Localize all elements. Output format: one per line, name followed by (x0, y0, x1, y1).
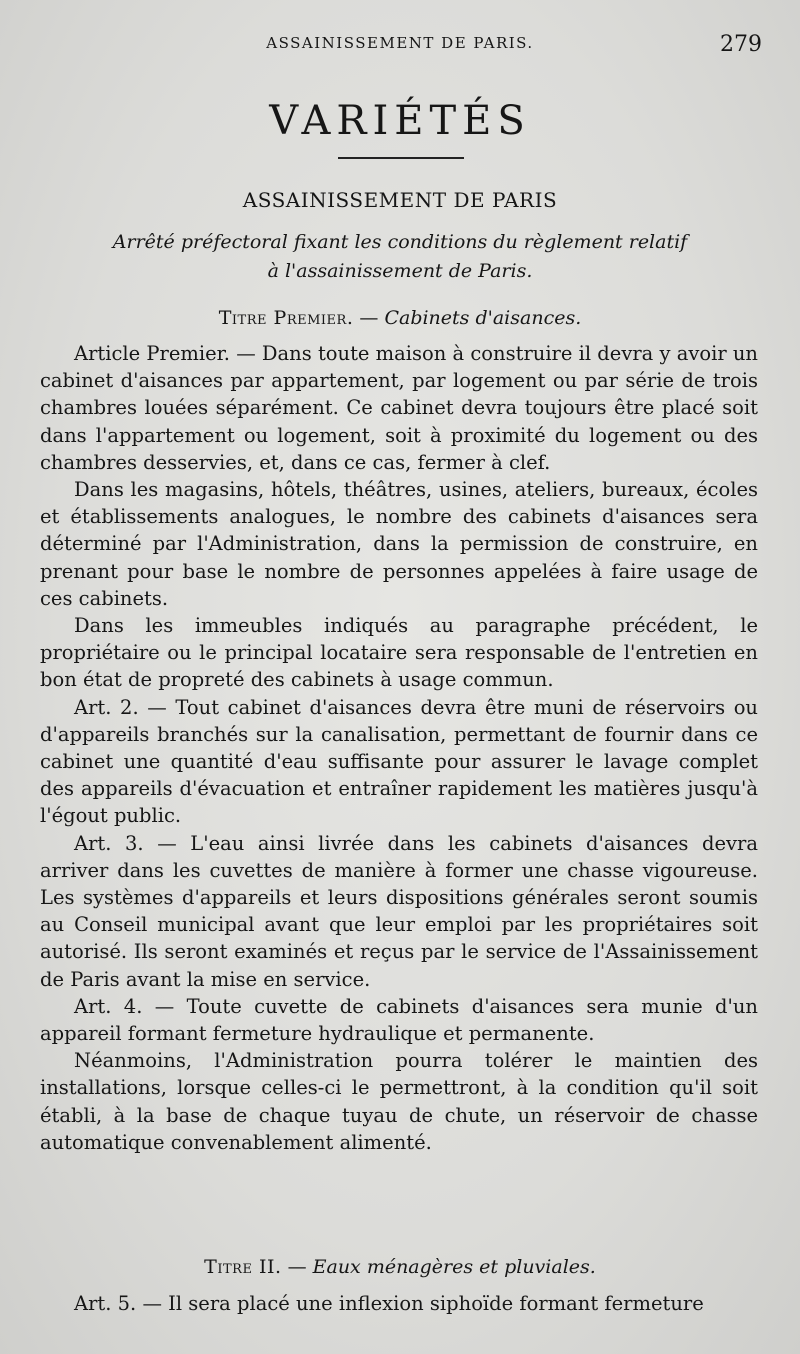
titre-ii-separator: — (281, 1256, 313, 1278)
body-text-block-2 (40, 1290, 758, 1317)
page-number: 279 (720, 32, 762, 57)
paragraph-immeubles: Dans les immeubles indiqués au paragraphe précédent, le propriétaire ou le principal locataire sera responsable de l'entretien en bon état de propreté des cabinets à usage commun. (40, 614, 758, 692)
paragraph-neanmoins: Néanmoins, l'Administration pourra tolérer le maintien des installations, lorsque celles-ci le permettront, à la condition qu'il soit établi, à la base de chaque tuyau de chute, un réservoir de chasse automatique convenablement alimenté. (40, 1049, 758, 1154)
titre-premier-separator: — (353, 307, 385, 329)
running-header (0, 32, 800, 62)
section-title: VARIÉTÉS (269, 98, 531, 144)
body-text-block-1 (40, 340, 758, 1156)
paragraph-magasins: Dans les magasins, hôtels, théâtres, usines, ateliers, bureaux, écoles et établissements analogues, le nombre des cabinets d'aisances sera déterminé par l'Administration, dans la permission de construire, en prenant pour base le nombre de personnes appelées à faire usage de ces cabinets. (40, 478, 758, 610)
titre-premier-name: Cabinets d'aisances. (384, 307, 582, 329)
subtitle (60, 228, 740, 286)
paragraph-art-2: Art. 2. — Tout cabinet d'aisances devra être muni de réservoirs ou d'appareils branchés sur la canalisation, permettant de fournir dans ce cabinet une quantité d'eau suffisante pour assurer le lavage complet des appareils d'évacuation et entraîner rapidement les matières jusqu'à l'égout public. (40, 695, 758, 828)
paragraph-art-4: Art. 4. — Toute cuvette de cabinets d'aisances sera munie d'un appareil formant fermeture hydraulique et permanente. (40, 994, 758, 1046)
paragraph-art-5: Art. 5. — Il sera placé une inflexion siphoïde formant fermeture (74, 1292, 704, 1315)
title-rule (338, 157, 464, 159)
titre-premier-label: Titre Premier. (218, 307, 354, 329)
running-title: ASSAINISSEMENT DE PARIS. (266, 34, 534, 52)
paragraph-art-3: Art. 3. — L'eau ainsi livrée dans les cabinets d'aisances devra arriver dans les cuvettes de manière à former une chasse vigoureuse. Les systèmes d'appareils et leurs dispositions générales seront soumis au Conseil municipal avant que leur emploi par les propriétaires soit autorisé. Ils seront examinés et reçus par le service de l'Assainissement de Paris avant la mise en service. (40, 831, 758, 991)
titre-ii-label: Titre II. (204, 1256, 282, 1278)
article-heading: ASSAINISSEMENT DE PARIS (242, 188, 558, 212)
titre-ii-heading (0, 1256, 800, 1278)
subtitle-line-2: à l'assainissement de Paris. (267, 260, 533, 282)
paragraph-article-premier: Article Premier. — Dans toute maison à construire il devra y avoir un cabinet d'aisances par appartement, par logement ou par série de trois chambres louées séparément. Ce cabinet devra toujours être placé soit dans l'appartement ou logement, soit à proximité du logement ou des chambres desservies, et, dans ce cas, fermer à clef. (40, 342, 758, 474)
titre-premier-heading (0, 307, 800, 329)
titre-ii-name: Eaux ménagères et pluviales. (312, 1256, 596, 1278)
subtitle-line-1: Arrêté préfectoral fixant les conditions du règlement relatif (112, 231, 688, 253)
